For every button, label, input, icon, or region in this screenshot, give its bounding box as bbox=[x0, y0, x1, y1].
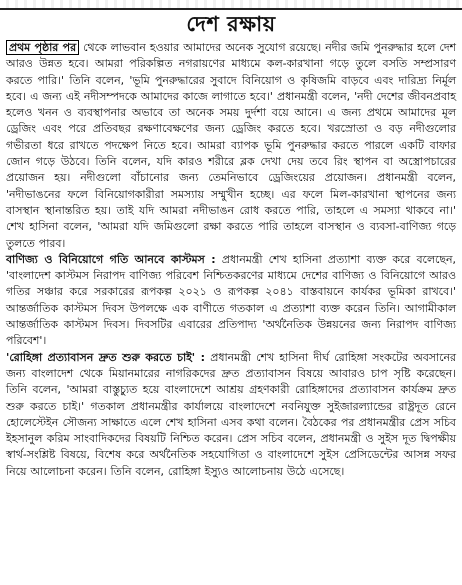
paragraph-1-text: থেকে লাভবান হওয়ার আমাদের অনেক সুযোগ রয়েছে। নদীর জমি পুনরুদ্ধার হলে দেশ আরও উন্নত হবে। আমরা পরিকল্পিত নগরায়ণের মাধ্যমে কল-কারখানা গড়ে তুলে বসতি সম্প্রসারণ করতে পারি।' তিনি বলেন, 'ভূমি পুনরুদ্ধারের সুবাদে বিনিয়োগ ও কৃষিজমি বাড়বে এবং দারিদ্র্য নির্মূল হবে। এ জন্য এই নদীসম্পদকে আমাদের কাজে লাগাতে হবে।' প্রধানমন্ত্রী বলেন, 'নদী দেশের জীবনপ্রবাহ হলেও খনন ও ব্যবস্থাপনার অভাবে তা অনেক সময় দুর্দশা বয়ে আনে। এ জন্য প্রথমে আমাদের মূল ড্রেজিং এবং পরে প্রতিবছর রক্ষণাবেক্ষণের জন্য ড্রেজিং করতে হবে। খরস্রোতা ও বড় নদীগুলোর গভীরতা ধরে রাখতে পদক্ষেপ নিতে হবে। আমরা ব্যাপক ভূমি পুনরুদ্ধার করতে পারলে একটি বাফার জোন গড়ে উঠবে। তিনি বলেন, যদি কারও শরীরে ব্লক দেখা দেয় তবে রিং স্থাপন বা অস্ত্রোপচারের প্রয়োজন হয়। নদীগুলো বাঁচানোর জন্য তেমনিভাবে ড্রেজিংয়ের প্রয়োজন। প্রধানমন্ত্রী বলেন, 'নদীভাঙনের ফলে বিনিয়োগকারীরা সমস্যায় সম্মুখীন হচ্ছে। এর ফলে মিল-কারখানা স্থাপনের জন্য বাসস্থান স্থানান্তরিত হয়। তাই যদি আমরা নদীভাঙন রোধ করতে পারি, তাহলে এ সমস্যা থাকবে না।' শেখ হাসিনা বলেন, 'আমরা যদি জমিগুলো রক্ষা করতে পারি তাহলে বাসস্থান ও ব্যবসা-বাণিজ্য গড়ে তুলতে পারব। bbox=[6, 41, 456, 250]
paragraph-rohingya bbox=[6, 350, 456, 480]
subheading-customs: বাণিজ্য ও বিনিয়োগে গতি আনবে কাস্টমস : bbox=[6, 252, 216, 266]
paragraph-2-text: প্রধানমন্ত্রী শেখ হাসিনা প্রত্যাশা ব্যক্ত করে বলেছেন, 'বাংলাদেশ কাস্টমস নিরাপদ বাণিজ্য পরিবেশ নিশ্চিতকরণের মাধ্যমে দেশের বাণিজ্য ও বিনিয়োগে আরও গতির সঞ্চার করে সরকারের রূপকল্প ২০২১ ও রূপকল্প ২০৪১ বাস্তবায়নে কার্যকর ভূমিকা রাখবে।' আন্তর্জাতিক কাস্টমস দিবস উপলক্ষে এক বাণীতে গতকাল এ প্রত্যাশা ব্যক্ত করেন তিনি। আগামীকাল আন্তর্জাতিক কাস্টমস দিবস। দিবসটির এবারের প্রতিপাদ্য 'অর্থনৈতিক উন্নয়নের জন্য নিরাপদ বাণিজ্য পরিবেশ'। bbox=[6, 252, 456, 348]
paragraph-3-text: প্রধানমন্ত্রী শেখ হাসিনা দীর্ঘ রোহিঙ্গা সংকটের অবসানের জন্য বাংলাদেশ থেকে মিয়ানমারের নাগরিকদের দ্রুত প্রত্যাবাসন বিষয়ে আবারও চাপ সৃষ্টি করেছেন। তিনি বলেন, 'আমরা বাস্তুচ্যুত হয়ে বাংলাদেশে আশ্রয় গ্রহণকারী রোহিঙ্গাদের প্রত্যাবাসন কার্যক্রম দ্রুত শুরু করতে চাই।' গতকাল প্রধানমন্ত্রীর কার্যালয়ে বাংলাদেশে নবনিযুক্ত সুইজারল্যান্ডের রাষ্ট্রদূত রেনে হোলেস্টেইন সৌজন্য সাক্ষাতে এলে শেখ হাসিনা এসব কথা বলেন। বৈঠকের পর প্রধানমন্ত্রীর প্রেস সচিব ইহসানুল করিম সাংবাদিকদের বিষয়টি নিশ্চিত করেন। প্রেস সচিব বলেন, প্রধানমন্ত্রী ও সুইস দূত দ্বিপক্ষীয় স্বার্থ-সংশ্লিষ্ট বিষয়ে, বিশেষ করে অর্থনৈতিক সহযোগিতা ও বাংলাদেশে সুইস প্রেসিডেন্টের আসন্ন সফর নিয়ে আলোচনা করেন। তিনি বলেন, রোহিঙ্গা ইস্যুও আলোচনায় উঠে এসেছে। bbox=[6, 350, 456, 478]
paragraph-continuation bbox=[6, 40, 456, 252]
torn-edge bbox=[0, 0, 462, 10]
headline: দেশ রক্ষায় bbox=[186, 11, 276, 36]
continued-from-label: প্রথম পৃষ্ঠার পর bbox=[6, 40, 79, 55]
subheading-rohingya: 'রোহিঙ্গা প্রত্যাবাসন দ্রুত শুরু করতে চাই' : bbox=[6, 350, 206, 364]
paragraph-customs bbox=[6, 252, 456, 350]
